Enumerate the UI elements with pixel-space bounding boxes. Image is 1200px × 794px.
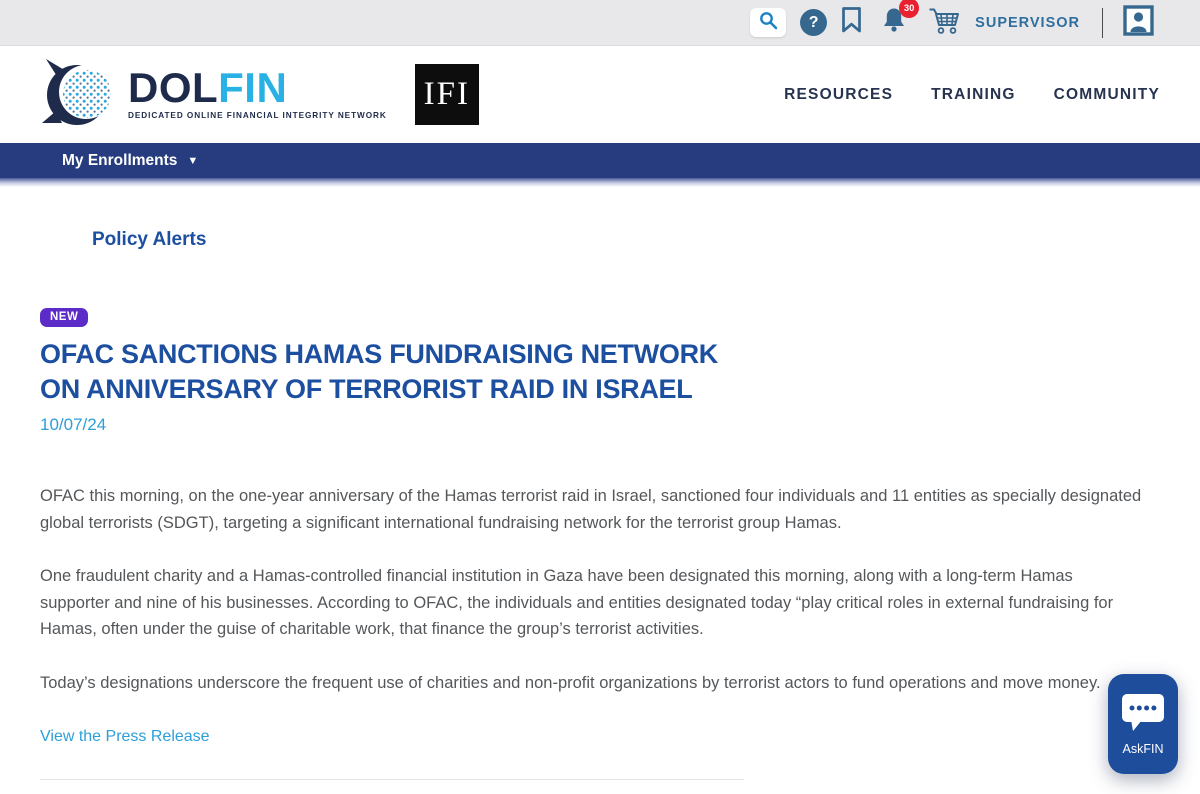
enrollments-bar: [0, 143, 1200, 178]
brand-dol: DOL: [128, 64, 219, 111]
new-badge: NEW: [40, 308, 88, 327]
top-utility-bar: [0, 0, 1200, 46]
policy-alert-article: [40, 307, 1160, 780]
bookmark-button[interactable]: [841, 6, 862, 39]
page-content: [0, 187, 1200, 780]
my-enrollments-label: My Enrollments: [62, 151, 178, 169]
chat-bubble-icon: [1121, 692, 1165, 737]
bookmark-icon: [841, 6, 862, 39]
brand-fin: FIN: [218, 64, 288, 111]
main-navigation: [784, 86, 1160, 104]
chevron-down-icon: ▼: [187, 154, 199, 167]
article-divider: [40, 779, 744, 780]
article-body: [40, 483, 1160, 696]
question-mark-icon: ?: [808, 13, 819, 31]
dolfin-logo[interactable]: [40, 57, 387, 132]
profile-card-icon: [1123, 5, 1154, 41]
nav-item-community[interactable]: COMMUNITY: [1053, 85, 1160, 103]
user-menu-supervisor[interactable]: SUPERVISOR: [975, 14, 1080, 31]
page-title: Policy Alerts: [92, 229, 207, 250]
ifi-logo[interactable]: IFI: [415, 64, 479, 125]
profile-button[interactable]: [1123, 5, 1154, 41]
askfin-chat-widget[interactable]: [1108, 674, 1178, 774]
askfin-label: AskFIN: [1122, 742, 1164, 756]
article-paragraph: Today’s designations underscore the frequent use of charities and non-profit organizations by terrorist actors to fund operations and move money.: [40, 673, 1101, 692]
dolfin-wordmark: [128, 64, 387, 120]
article-paragraph: One fraudulent charity and a Hamas-controlled financial institution in Gaza have been designated this morning, along with a long-term Hamas supporter and nine of his businesses. According to OFAC, the individuals and entities designated today “play critical roles in external fundraising for Hamas, often under the guise of charitable work, that finance the group’s terrorist activities.: [40, 567, 1114, 638]
nav-item-training[interactable]: TRAINING: [931, 85, 1016, 103]
topbar-divider: [1102, 8, 1103, 38]
cart-icon: [928, 6, 961, 40]
main-header: [0, 46, 1200, 143]
enrollments-bar-shadow: [0, 178, 1200, 187]
article-date: 10/07/24: [40, 415, 107, 434]
help-button[interactable]: [800, 9, 827, 36]
notifications-button[interactable]: [880, 2, 915, 39]
nav-item-resources[interactable]: RESOURCES: [784, 85, 894, 103]
search-icon: [759, 11, 778, 35]
search-button[interactable]: [750, 8, 786, 37]
press-release-link[interactable]: View the Press Release: [40, 728, 210, 745]
my-enrollments-dropdown[interactable]: [62, 152, 198, 170]
article-title: OFAC SANCTIONS HAMAS FUNDRAISING NETWORK ON ANNIVERSARY OF TERRORIST RAID IN ISRAEL: [40, 339, 718, 404]
brand-tagline: DEDICATED ONLINE FINANCIAL INTEGRITY NETWORK: [128, 111, 387, 120]
cart-button[interactable]: [928, 6, 961, 40]
notification-count-badge: 30: [899, 0, 919, 18]
dolfin-dolphin-icon: [40, 57, 120, 132]
article-paragraph: OFAC this morning, on the one-year anniversary of the Hamas terrorist raid in Israel, sanctioned four individuals and 11 entities as specially designated global terrorists (SDGT), targeting a significant international fundraising network for the terrorist group Hamas.: [40, 487, 1142, 532]
